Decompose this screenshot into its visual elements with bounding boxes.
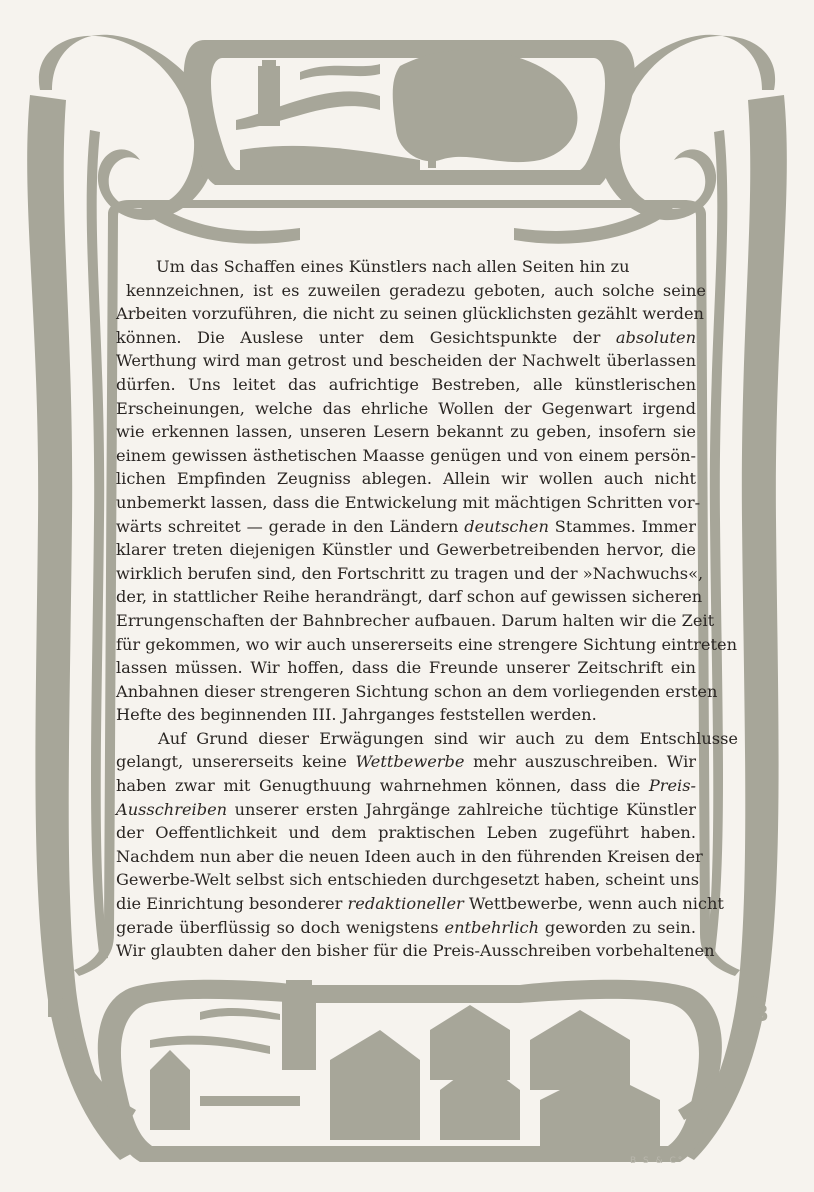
emphasis: redaktioneller [347, 894, 464, 914]
emphasis: deutschen [464, 516, 549, 536]
monogram-left: P [46, 998, 63, 1023]
text-run: Um das Schaffen eines Künstlers nach allen Seiten hin zu [156, 257, 630, 276]
emphasis: Wettbewerbe [355, 752, 465, 772]
text-run: mehr auszuschreiben. Wir [464, 752, 696, 772]
text-run: gerade überflüssig so doch wenigstens [116, 917, 445, 937]
bottom-vignette-town [150, 980, 660, 1146]
text-line [116, 467, 696, 491]
text-run: klarer treten diejenigen Künstler und Gewerbetreibenden hervor, die [116, 540, 696, 560]
text-run: Anbahnen dieser strengeren Sichtung schon an dem vorliegenden ersten [116, 681, 718, 701]
text-run: können. Die Auslese unter dem Gesichtspunkte der [116, 327, 616, 347]
text-line [116, 444, 696, 468]
text-run: Werthung wird man getrost und bescheiden der Nachwelt überlassen [116, 351, 696, 371]
emphasis: absoluten [615, 327, 696, 347]
text-run: Arbeiten vorzuführen, die nicht zu seinen glücklichsten gezählt werden [116, 304, 704, 324]
text-run: gelangt, unsererseits keine [116, 752, 356, 772]
text-line [116, 538, 696, 562]
text-line [116, 279, 706, 303]
text-run: Auf Grund dieser Erwägungen sind wir auch zu dem Entschlusse [158, 728, 738, 748]
text-line [116, 868, 700, 892]
text-line [116, 491, 701, 515]
text-run: Gewerbe-Welt selbst sich entschieden durchgesetzt haben, scheint uns [116, 870, 700, 890]
text-line [116, 845, 703, 869]
text-run: Errungenschaften der Bahnbrecher aufbauen. Darum halten wir die Zeit [116, 610, 715, 630]
text-run: Nachdem nun aber die neuen Ideen auch in den führenden Kreisen der [116, 846, 703, 866]
emphasis: Preis- [648, 776, 696, 796]
text-line [116, 609, 715, 633]
printer-mark: B S & C° [630, 1156, 685, 1166]
text-line [116, 750, 696, 774]
text-line [116, 939, 715, 963]
text-line [116, 680, 718, 704]
text-line [116, 798, 696, 822]
text-line [116, 633, 737, 657]
paragraph-1 [116, 255, 737, 727]
text-line [116, 821, 696, 845]
text-run: wirklich berufen sind, den Fortschritt zu tragen und der »Nachwuchs«, [116, 563, 704, 583]
text-run: wärts schreitet — gerade in den Ländern [116, 516, 465, 536]
emphasis: Ausschreiben [116, 799, 228, 819]
text-line [116, 892, 724, 916]
text-run: geworden zu sein. [539, 917, 696, 937]
text-run: kennzeichnen, ist es zuweilen geradezu geboten, auch solche seine [126, 280, 706, 300]
text-line [116, 774, 696, 798]
text-run: unserer ersten Jahrgänge zahlreiche tüchtige Künstler [227, 799, 696, 819]
text-run: wie erkennen lassen, unseren Lesern bekannt zu geben, insofern sie [116, 422, 696, 442]
text-run: Stammes. Immer [548, 516, 696, 536]
text-line [116, 656, 696, 680]
text-line [116, 326, 696, 350]
text-run: einem gewissen ästhetischen Maasse genügen und von einem persön- [116, 445, 696, 465]
text-line [116, 397, 696, 421]
text-run: Erscheinungen, welche das ehrliche Wollen der Gegenwart irgend [116, 398, 696, 418]
text-run: der, in stattlicher Reihe herandrängt, darf schon auf gewissen sicheren [116, 587, 703, 607]
text-run: Wir glaubten daher den bisher für die Preis-Ausschreiben vorbehaltenen [116, 941, 715, 961]
text-run: lichen Empfinden Zeugniss ablegen. Allein wir wollen auch nicht [116, 469, 696, 489]
text-line [116, 373, 696, 397]
text-line [116, 703, 696, 727]
paragraph-2 [116, 727, 738, 963]
text-run: lassen müssen. Wir hoffen, dass die Freunde unserer Zeitschrift ein [116, 658, 696, 678]
monogram-right: B [752, 1002, 769, 1027]
emphasis: entbehrlich [444, 917, 539, 937]
text-line [116, 255, 696, 279]
text-line [116, 916, 696, 940]
top-vignette-landscape [236, 50, 577, 170]
text-run: der Oeffentlichkeit und dem praktischen Leben zugeführt haben. [116, 823, 696, 843]
text-line [116, 420, 696, 444]
text-run: haben zwar mit Genugthuung wahrnehmen können, dass die [116, 776, 649, 796]
text-line [116, 585, 703, 609]
text-run: Hefte des beginnenden III. Jahrganges feststellen werden. [116, 705, 597, 725]
text-line [116, 562, 704, 586]
text-run: Wettbewerbe, wenn auch nicht [463, 894, 724, 914]
text-line [116, 302, 704, 326]
text-run: dürfen. Uns leitet das aufrichtige Bestreben, alle künstlerischen [116, 374, 696, 394]
text-run: die Einrichtung besonderer [116, 894, 348, 914]
text-line [116, 349, 696, 373]
body-text [116, 255, 738, 963]
text-line [116, 727, 738, 751]
text-run: unbemerkt lassen, dass die Entwickelung mit mächtigen Schritten vor- [116, 492, 701, 512]
text-run: für gekommen, wo wir auch unsererseits eine strengere Sichtung eintreten [116, 634, 737, 654]
text-line [116, 515, 696, 539]
